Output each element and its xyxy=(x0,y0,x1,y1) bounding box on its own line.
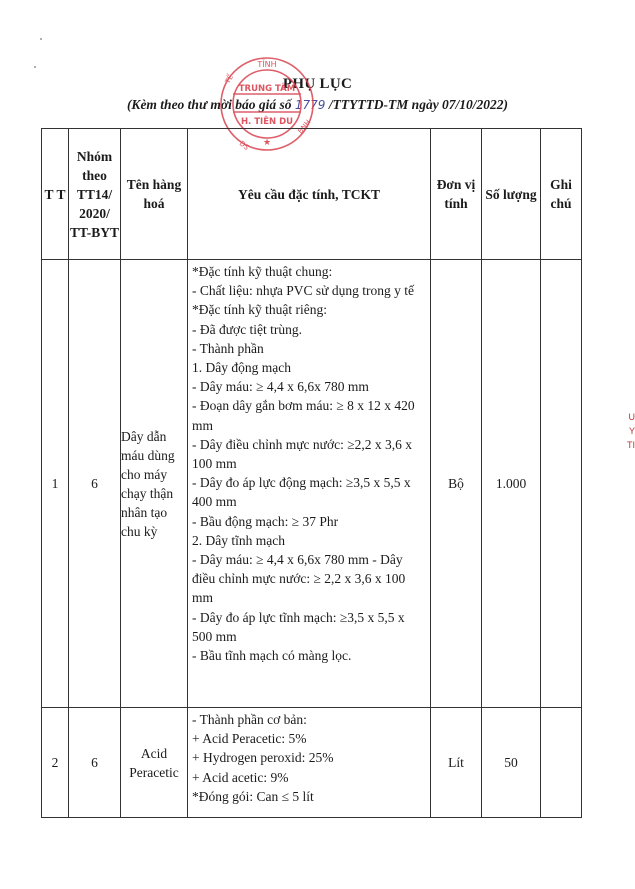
spec-line: - Thành phần cơ bản: xyxy=(192,712,307,727)
scan-speck xyxy=(40,38,42,40)
spec-line: *Đặc tính kỹ thuật chung: xyxy=(192,264,333,279)
subtitle-suffix: /TTYTTD-TM ngày 07/10/2022) xyxy=(325,97,509,112)
side-mark-line: U xyxy=(628,412,635,422)
svg-text:★: ★ xyxy=(262,138,272,148)
spec-line: - Chất liệu: nhựa PVC sử dụng trong y tế xyxy=(192,283,414,299)
row-name: Acid Peracetic xyxy=(121,708,188,818)
subtitle-prefix: (Kèm theo thư mời báo giá số xyxy=(126,97,295,112)
table-header-row xyxy=(42,129,582,260)
spec-table xyxy=(41,128,582,818)
spec-line: *Đóng gói: Can ≤ 5 lít xyxy=(192,788,314,804)
header-qty: Số lượng xyxy=(482,129,541,260)
header-group: Nhóm theo TT14/ 2020/ TT-BYT xyxy=(69,129,121,260)
side-mark-line: TI xyxy=(627,440,635,450)
row-qty: 1.000 xyxy=(482,260,541,708)
page-title: PHỤ LỤC xyxy=(282,76,353,92)
header-note: Ghi chú xyxy=(541,129,582,260)
page-subtitle xyxy=(0,97,635,113)
row-group: 6 xyxy=(69,708,121,818)
spec-line: - Dây máu: ≥ 4,4 x 6,6x 780 mm - Dây điều chỉnh mực nước: ≥ 2,2 x 3,6 x 100 mm xyxy=(192,552,406,606)
spec-line: + Hydrogen peroxid: 25% xyxy=(192,750,334,766)
table-row xyxy=(42,260,582,708)
spec-line: - Bầu động mạch: ≥ 37 Phr xyxy=(192,513,339,529)
row-qty: 50 xyxy=(482,708,541,818)
spec-line: - Dây đo áp lực động mạch: ≥3,5 x 5,5 x 400 mm xyxy=(192,475,411,510)
row-spec xyxy=(188,260,431,708)
spec-line: - Bầu tĩnh mạch có màng lọc. xyxy=(192,648,352,664)
row-unit: Bộ xyxy=(431,260,482,708)
row-note xyxy=(541,708,582,818)
spec-line: + Acid Peracetic: 5% xyxy=(192,731,307,747)
spec-line: - Đã được tiệt trùng. xyxy=(192,321,303,337)
spec-line: - Thành phần xyxy=(192,340,264,356)
row-tt: 2 xyxy=(42,708,69,818)
spec-line: - Dây máu: ≥ 4,4 x 6,6x 780 mm xyxy=(192,379,369,395)
spec-line: - Đoạn dây gắn bơm máu: ≥ 8 x 12 x 420 mm xyxy=(192,398,415,433)
row-group: 6 xyxy=(69,260,121,708)
stamp-left-text: TẾ xyxy=(223,73,236,85)
row-note xyxy=(541,260,582,708)
header-spec: Yêu cầu đặc tính, TCKT xyxy=(188,129,431,260)
spec-line: - Dây đo áp lực tĩnh mạch: ≥3,5 x 5,5 x 500 mm xyxy=(192,609,405,644)
row-name: Dây dẫn máu dùng cho máy chạy thận nhân tạo chu kỳ xyxy=(121,260,188,708)
side-mark-line: Y xyxy=(628,426,635,436)
spec-line: - Dây điều chỉnh mực nước: ≥2,2 x 3,6 x 100 mm xyxy=(192,436,413,472)
spec-line: 2. Dây tĩnh mạch xyxy=(192,532,285,548)
stamp-line2: H. TIÊN DU xyxy=(240,117,294,127)
subtitle-number: 1779 xyxy=(294,98,326,112)
header-name: Tên hàng hoá xyxy=(121,129,188,260)
table-row xyxy=(42,708,582,818)
header-tt: T T xyxy=(42,129,69,260)
row-unit: Lít xyxy=(431,708,482,818)
spec-line: 1. Dây động mạch xyxy=(192,360,291,376)
stamp-line1: TRUNG TÂM xyxy=(238,84,296,94)
header-unit: Đơn vị tính xyxy=(431,129,482,260)
spec-line: + Acid acetic: 9% xyxy=(192,769,289,785)
stamp-right-text: BNH xyxy=(296,118,313,136)
row-tt: 1 xyxy=(42,260,69,708)
spec-line: *Đặc tính kỹ thuật riêng: xyxy=(192,302,327,318)
stamp-bottom-text: DS xyxy=(237,139,251,152)
side-stamp-fragment xyxy=(621,410,635,520)
scan-speck xyxy=(34,66,36,68)
stamp-top-text: TỈNH xyxy=(257,60,277,69)
row-spec xyxy=(188,708,431,818)
